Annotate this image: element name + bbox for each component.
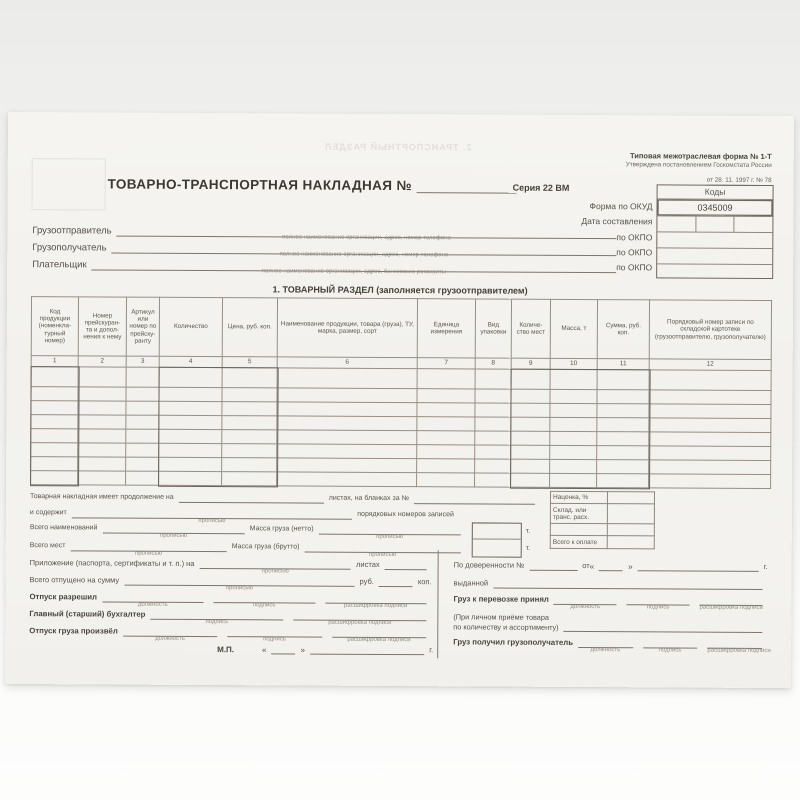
goods-table-header-row: [31, 297, 771, 360]
total-names-field: [102, 524, 244, 539]
empty-cell: [222, 444, 277, 458]
continuation-sheets-field: [179, 493, 324, 504]
continuation-row: [30, 492, 540, 505]
rub-field: [379, 577, 413, 587]
empty-cell: [649, 460, 771, 475]
consignee-caption: полное наименование организации, адрес, номер телефона: [279, 251, 449, 259]
empty-cell: [597, 474, 649, 488]
empty-cell: [597, 404, 649, 418]
ton-label-gross: т.: [525, 544, 531, 552]
col-number: 5: [222, 357, 277, 368]
okpo-cell-1: [657, 231, 772, 248]
col-number: 7: [417, 358, 475, 369]
empty-cell: [511, 473, 550, 487]
okpo-label-1: по ОКПО: [616, 232, 653, 243]
empty-cell: [78, 415, 126, 429]
signature-field: [213, 593, 315, 609]
empty-cell: [159, 471, 222, 485]
attachment-field: [199, 559, 351, 575]
rasshifrovka-caption: расшифровка подписи: [707, 647, 771, 655]
position-field: [123, 627, 218, 642]
col-header: Сумма, руб. коп.: [597, 300, 649, 359]
empty-cell: [550, 431, 597, 445]
rub-label: руб.: [359, 576, 374, 586]
personal-note-line2: по количеству и ассортименту): [453, 622, 559, 632]
col-header: Цена, руб. коп.: [222, 298, 277, 357]
reverse-side-ghost-box: [31, 158, 105, 210]
form-type-line: Типовая межотраслевая форма № 1-Т: [629, 151, 772, 161]
podpis-caption: подпись: [646, 604, 670, 611]
empty-cell: [511, 389, 550, 403]
cargo-received-label: Груз получил грузополучатель: [453, 637, 574, 647]
poa-month-field: [638, 561, 759, 572]
contains-row: [29, 508, 454, 525]
warehouse-value-cell: [607, 504, 654, 524]
date-label: Дата составления: [581, 216, 653, 227]
col-header: Количество: [159, 297, 222, 356]
signature-field: [227, 627, 322, 643]
empty-cell: [277, 388, 417, 403]
ton-label-net: т.: [525, 527, 531, 535]
col-header: Единица измерения: [417, 299, 475, 358]
approved-by-line: Утверждена постановлением Госкомстата России: [625, 161, 772, 169]
col-number: 1: [31, 356, 78, 367]
signature-name-field: [332, 628, 427, 644]
empty-cell: [597, 418, 649, 432]
empty-cell: [222, 402, 277, 416]
payer-field: [92, 258, 617, 276]
propisyu-caption: прописью: [368, 551, 397, 559]
mass-total-box: [472, 522, 522, 557]
empty-cell: [159, 367, 222, 387]
sheets-field: [385, 560, 427, 570]
col-number: 6: [277, 357, 417, 369]
col-header: Вид упаковки: [475, 299, 511, 358]
cargo-received-row: [453, 637, 771, 655]
empty-cell: [31, 457, 78, 471]
empty-cell: [511, 369, 550, 389]
col-number: 10: [550, 358, 597, 369]
signature-name-field: [699, 596, 763, 611]
empty-cell: [550, 417, 597, 431]
poa-row: [454, 560, 768, 572]
empty-cell: [222, 430, 277, 444]
dolzhnost-caption: должность: [137, 601, 168, 608]
attachment-label: Приложение (паспорта, сертификаты и т. п.) на: [29, 558, 195, 568]
empty-cell: [159, 443, 222, 457]
empty-cell: [649, 390, 771, 405]
shipper-field: [117, 225, 617, 240]
empty-cell: [475, 459, 511, 473]
cargo-accepted-label: Груз к перевозке принял: [453, 594, 549, 604]
empty-cell: [78, 429, 126, 443]
contains-field: [72, 508, 353, 525]
mini-empty-label: [550, 523, 607, 535]
empty-cell: [550, 369, 597, 389]
signature-field: [627, 595, 690, 611]
col-number: 11: [597, 359, 649, 370]
reverse-side-ghost-text: 2. ТРАНСПОРТНЫЙ РАЗДЕЛ: [324, 141, 472, 153]
payer-label: Плательщик: [32, 259, 87, 271]
empty-cell: [597, 390, 649, 404]
empty-cell: [159, 401, 222, 415]
totals-mini-table: [550, 491, 655, 550]
empty-cell: [550, 403, 597, 417]
empty-cell: [417, 389, 475, 403]
empty-cell: [417, 431, 475, 445]
empty-cell: [597, 370, 649, 390]
consignee-field: [112, 242, 617, 257]
col-number: 8: [475, 358, 511, 369]
empty-cell: [222, 472, 277, 486]
dolzhnost-caption: должность: [590, 647, 621, 654]
signature-name-field: [325, 594, 427, 610]
issued-field: [493, 579, 762, 590]
signature-field: [150, 610, 283, 626]
empty-cell: [126, 415, 159, 429]
empty-cell: [78, 401, 126, 415]
shipper-label: Грузоотправитель: [32, 225, 112, 237]
propisyu-caption: прописью: [376, 533, 404, 541]
close-quote: »: [300, 645, 305, 655]
empty-cell: [511, 417, 550, 431]
empty-cell: [78, 457, 126, 471]
day-field: [271, 644, 295, 654]
empty-cell: [475, 417, 511, 431]
signature-name-field: [293, 611, 426, 627]
col-number: 9: [511, 358, 550, 369]
empty-cell: [649, 404, 771, 419]
empty-cell: [277, 416, 417, 431]
form-approval-block: [626, 151, 772, 187]
section1-title: 1. ТОВАРНЫЙ РАЗДЕЛ (заполняется грузоотправителем): [272, 284, 528, 296]
podpis-caption: подпись: [658, 647, 682, 654]
empty-cell: [649, 418, 771, 433]
col-header: Порядковый номер записи по складской картотеке (грузоотправителю, грузополучателю): [649, 300, 771, 360]
empty-cell: [126, 457, 159, 471]
okpo-cell-3: [657, 263, 772, 278]
empty-cell: [511, 431, 550, 445]
total-due-label: Всего к оплате: [550, 535, 607, 548]
total-names-label: Всего наименований: [29, 524, 98, 532]
personal-note-field: [564, 622, 763, 633]
total-due-value-cell: [607, 536, 654, 549]
close-quote: »: [628, 562, 633, 572]
empty-cell: [159, 429, 222, 443]
month-year-field: [310, 645, 424, 656]
col-header: Код продукции (номенкла- турный номер): [31, 297, 78, 356]
empty-cell: [417, 369, 475, 389]
empty-cell: [78, 367, 126, 387]
continuation-blanks-label: листах, на бланках за №: [328, 494, 410, 503]
empty-cell: [31, 471, 78, 485]
document-title: ТОВАРНО-ТРАНСПОРТНАЯ НАКЛАДНАЯ №: [107, 176, 413, 194]
col-number: 2: [78, 356, 126, 367]
document-title-row: [108, 177, 508, 194]
empty-cell: [222, 388, 277, 402]
release-allowed-label: Отпуск разрешил: [29, 592, 98, 602]
position-field: [102, 592, 204, 608]
empty-cell: [417, 473, 475, 487]
empty-cell: [277, 402, 417, 417]
kop-label: коп.: [417, 577, 432, 587]
poa-number-field: [529, 561, 577, 571]
year-suffix: г.: [429, 645, 434, 655]
empty-cell: [78, 443, 126, 457]
release-made-label: Отпуск груза произвёл: [29, 626, 118, 636]
col-header: Количе- ство мест: [511, 299, 550, 358]
signature-field: [643, 638, 698, 654]
podpis-caption: подпись: [263, 636, 286, 643]
chief-accountant-row: [29, 609, 431, 627]
empty-cell: [78, 387, 126, 401]
empty-cell: [277, 368, 417, 389]
empty-cell: [222, 458, 277, 472]
empty-cell: [550, 459, 597, 473]
cargo-accepted-row: [453, 594, 767, 611]
goods-table: [30, 296, 772, 489]
stamp-date-row: [217, 644, 433, 655]
empty-cell: [31, 415, 78, 429]
date-cells: [657, 215, 772, 232]
release-made-row: [29, 626, 431, 644]
rasshifrovka-caption: расшифровка подписи: [344, 602, 408, 610]
record-numbers-label: порядковых номеров записей: [357, 510, 454, 519]
stamp-label: М.П.: [217, 645, 235, 655]
position-field: [578, 638, 633, 654]
shipper-caption: полное наименование организации, адрес, номер телефона: [282, 234, 451, 242]
empty-cell: [649, 474, 771, 489]
approval-date-line: от 28. 11. 1997 г. № 78: [706, 176, 772, 184]
attachment-row: [29, 558, 432, 575]
empty-cell: [475, 445, 511, 459]
mass-net-label: Масса груза (нетто): [249, 525, 314, 533]
empty-cell: [475, 389, 511, 403]
empty-cell: [597, 432, 649, 446]
col-number: 4: [159, 356, 222, 367]
places-gross-row: [29, 541, 466, 559]
continuation-blanks-field: [414, 494, 535, 505]
mini-empty-value-cell: [607, 524, 654, 536]
okud-code-cell: 0345009: [657, 198, 772, 216]
empty-cell: [417, 417, 475, 431]
empty-cell: [417, 445, 475, 459]
empty-cell: [31, 401, 78, 415]
continuation-label: Товарная накладная имеет продолжение на: [29, 493, 174, 501]
sheets-label: листах: [356, 559, 380, 569]
markup-label: Наценка, %: [550, 491, 607, 503]
year-suffix: г.: [763, 561, 768, 571]
empty-cell: [159, 415, 222, 429]
empty-cell: [511, 445, 550, 459]
empty-cell: [31, 387, 78, 401]
empty-cell: [126, 387, 159, 401]
names-net-row: [29, 523, 466, 541]
waybill-form-sheet: [5, 112, 794, 688]
empty-cell: [597, 460, 649, 474]
empty-cell: [222, 368, 277, 388]
total-sum-field: [124, 576, 354, 592]
personal-note-line1: (При личном приёме товара: [453, 612, 550, 622]
empty-cell: [78, 471, 126, 485]
dolzhnost-caption: должность: [155, 635, 185, 642]
codes-box: [656, 184, 773, 279]
payer-row: [32, 258, 621, 276]
series-label: Серия 22 ВМ: [512, 182, 570, 193]
consignee-row: [32, 241, 621, 259]
empty-cell: [277, 458, 417, 473]
propisyu-caption: прописью: [261, 568, 289, 575]
poa-day-field: [599, 561, 623, 571]
ot-label: от: [582, 561, 590, 571]
empty-cell: [126, 367, 159, 387]
col-header: Артикул или номер по прейску- ранту: [126, 297, 159, 356]
empty-cell: [159, 387, 222, 401]
contains-label: и содержит: [29, 509, 67, 517]
mass-box-divider: [473, 538, 521, 539]
empty-cell: [277, 444, 417, 459]
personal-note-row: [453, 621, 767, 633]
empty-cell: [31, 443, 78, 457]
empty-cell: [649, 370, 771, 391]
empty-cell: [417, 403, 475, 417]
empty-cell: [31, 367, 78, 387]
consignee-label: Грузополучатель: [32, 242, 107, 254]
empty-cell: [649, 432, 771, 447]
propisyu-caption: прописью: [159, 532, 188, 539]
propisyu-caption: прописью: [198, 518, 226, 525]
empty-cell: [475, 369, 511, 389]
okpo-label-2: по ОКПО: [616, 247, 653, 258]
empty-cell: [475, 403, 511, 417]
empty-cell: [550, 445, 597, 459]
podpis-caption: подпись: [252, 602, 276, 609]
empty-cell: [511, 459, 550, 473]
waybill-number-field: [417, 178, 517, 194]
payer-caption: полное наименование организации, адрес, банковские реквизиты: [261, 268, 446, 276]
okpo-cell-2: [657, 247, 772, 264]
total-sum-label: Всего отпущено на сумму: [29, 575, 120, 585]
position-field: [554, 595, 617, 611]
empty-cell: [550, 473, 597, 487]
open-quote: «: [589, 562, 595, 572]
empty-cell: [417, 459, 475, 473]
total-sum-row: [29, 575, 432, 592]
podpis-caption: подпись: [205, 619, 229, 626]
rasshifrovka-caption: расшифровка подписи: [328, 619, 392, 627]
rasshifrovka-caption: расшифровка подписи: [347, 636, 411, 644]
empty-cell: [126, 401, 159, 415]
rasshifrovka-caption: расшифровка подписи: [699, 604, 763, 611]
propisyu-caption: прописью: [134, 550, 163, 557]
col-number: 3: [126, 356, 159, 367]
goods-table-empty-row: [31, 471, 771, 489]
empty-cell: [126, 471, 159, 485]
okud-label: Форма по ОКУД: [589, 201, 653, 212]
poa-label: По доверенности №: [453, 560, 525, 570]
footer-divider: [437, 550, 439, 658]
empty-cell: [277, 472, 417, 487]
col-header: Наименование продукции, товара (груза), ТУ, марка, размер, сорт: [277, 298, 417, 358]
signature-name-field: [707, 639, 771, 655]
empty-cell: [126, 443, 159, 457]
issued-row: [454, 578, 768, 590]
empty-cell: [475, 431, 511, 445]
open-quote: «: [262, 645, 267, 655]
total-places-label: Всего мест: [29, 542, 66, 550]
empty-cell: [126, 429, 159, 443]
empty-cell: [475, 473, 511, 487]
empty-cell: [159, 457, 222, 471]
warehouse-label: Склад. или транс. расх.: [550, 503, 607, 523]
total-places-field: [70, 541, 226, 557]
empty-cell: [597, 446, 649, 460]
codes-header: Коды: [704, 186, 726, 197]
markup-value-cell: [607, 492, 654, 504]
empty-cell: [511, 403, 550, 417]
col-header: Номер прейскуран- та и допол- нения к нему: [78, 297, 126, 356]
shipper-row: [32, 224, 621, 242]
propisyu-caption: прописью: [225, 585, 253, 592]
release-allowed-row: [29, 592, 431, 610]
dolzhnost-caption: должность: [570, 603, 601, 611]
empty-cell: [222, 416, 277, 430]
empty-cell: [277, 430, 417, 445]
empty-cell: [31, 429, 78, 443]
mass-gross-label: Масса груза (брутто): [231, 543, 300, 551]
issued-label: выданной: [453, 578, 489, 588]
mass-net-field: [319, 525, 461, 541]
empty-cell: [550, 389, 597, 403]
goods-table-body: [31, 367, 772, 489]
col-header: Масса, т: [550, 299, 597, 358]
okpo-label-3: по ОКПО: [616, 262, 653, 273]
col-number: 12: [649, 359, 771, 371]
empty-cell: [649, 446, 771, 461]
chief-accountant-label: Главный (старший) бухгалтер: [29, 609, 146, 619]
